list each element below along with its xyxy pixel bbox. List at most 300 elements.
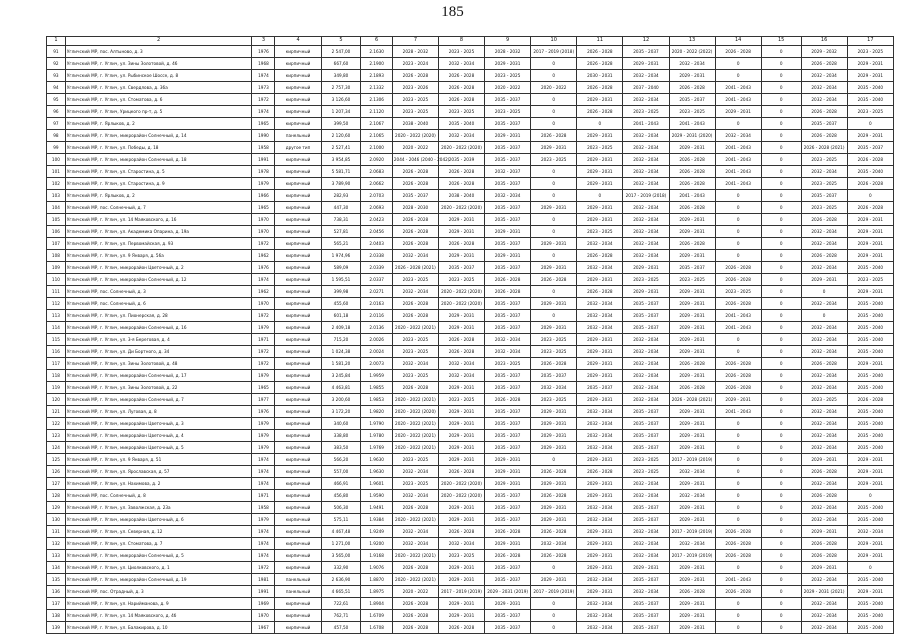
table-cell: 2026 - 2028	[438, 82, 484, 94]
table-cell: 1991	[252, 154, 275, 166]
table-cell: 2023 - 2025	[669, 106, 715, 118]
table-cell: 2.0683	[361, 166, 392, 178]
table-cell: 103	[47, 190, 66, 202]
table-cell: 1970	[252, 298, 275, 310]
table-cell: 1.9855	[361, 382, 392, 394]
table-cell: 2029 - 2031	[438, 406, 484, 418]
address-cell: Угличский МР, г. Углич, ул. Победы, д. 18	[65, 142, 252, 154]
table-cell: 0	[761, 538, 801, 550]
table-row	[47, 466, 894, 478]
table-cell: 109	[47, 262, 66, 274]
table-cell: 2020 - 2022 (2022)	[669, 46, 715, 58]
table-cell: 139	[47, 622, 66, 634]
table-cell: 2035 - 2040	[847, 262, 893, 274]
table-cell: 2023 - 2025	[392, 346, 438, 358]
table-cell: 4 665,51	[321, 586, 361, 598]
table-cell: 2026 - 2028	[438, 70, 484, 82]
table-cell: 2035 - 2037	[485, 118, 531, 130]
table-cell: 0	[531, 286, 577, 298]
table-cell: кирпичный	[275, 358, 321, 370]
table-cell: кирпичный	[275, 202, 321, 214]
table-cell: 104	[47, 202, 66, 214]
table-cell: 2029 - 2031	[669, 406, 715, 418]
column-number: 3	[252, 37, 275, 46]
table-cell: 2035 - 2037	[485, 178, 531, 190]
table-cell: 0	[715, 70, 761, 82]
table-cell: 2023 - 2025	[623, 454, 669, 466]
table-cell: 2029 - 2031	[485, 538, 531, 550]
table-cell: 2026 - 2028	[577, 82, 623, 94]
table-cell: 0	[761, 118, 801, 130]
table-cell: 2032 - 2034	[485, 190, 531, 202]
table-cell: 2029 - 2031	[485, 466, 531, 478]
address-cell: Угличский МР, г. Углич, микрорайон Цветочный, д. 4	[65, 430, 252, 442]
column-number: 13	[669, 37, 715, 46]
table-cell: кирпичный	[275, 334, 321, 346]
table-cell: 2032 - 2034	[847, 526, 893, 538]
column-number: 4	[275, 37, 321, 46]
table-cell: 2032 - 2034	[392, 250, 438, 262]
table-cell: 2029 - 2031	[485, 250, 531, 262]
table-cell: 2026 - 2028	[438, 466, 484, 478]
table-cell: 2029 - 2031	[577, 178, 623, 190]
table-cell: 2032 - 2034	[623, 142, 669, 154]
table-cell: кирпичный	[275, 406, 321, 418]
table-cell: 2026 - 2028	[669, 238, 715, 250]
table-cell: 2032 - 2034	[801, 430, 847, 442]
table-cell: 589,09	[321, 262, 361, 274]
table-cell: 2035 - 2037	[623, 310, 669, 322]
table-cell: 2.0338	[361, 250, 392, 262]
table-cell: 2035 - 2040	[847, 298, 893, 310]
table-cell: 1.8904	[361, 598, 392, 610]
table-cell: 1965	[252, 118, 275, 130]
table-cell: 2020 - 2022 (2020)	[438, 142, 484, 154]
table-cell: 2.0693	[361, 202, 392, 214]
table-cell: 2032 - 2034	[392, 466, 438, 478]
table-cell: 0	[715, 610, 761, 622]
table-cell: 2032 - 2034	[623, 346, 669, 358]
table-cell: 0	[715, 490, 761, 502]
table-cell: 2023 - 2025	[531, 346, 577, 358]
address-cell: Угличский МР, г. Углич, ул. Северная, д. 12	[65, 526, 252, 538]
table-cell: 2026 - 2028	[438, 94, 484, 106]
table-cell: 2032 - 2034	[577, 502, 623, 514]
table-cell: 2032 - 2034	[623, 526, 669, 538]
table-cell: 2029 - 2031	[577, 586, 623, 598]
table-cell: 2026 - 2028	[392, 502, 438, 514]
table-cell: 2.0403	[361, 238, 392, 250]
table-cell: 2026 - 2028	[801, 550, 847, 562]
table-cell: 2041 - 2043	[715, 82, 761, 94]
table-cell: 127	[47, 478, 66, 490]
table-cell: 5 581,71	[321, 166, 361, 178]
table-cell: 0	[531, 190, 577, 202]
table-cell: кирпичный	[275, 118, 321, 130]
table-cell: 1.9780	[361, 430, 392, 442]
table-cell: 2026 - 2028	[485, 274, 531, 286]
table-cell: 2035 - 2040	[847, 322, 893, 334]
address-cell: Угличский МР, г. Углич, ул. Рыбинское Шоссе, д. 8	[65, 70, 252, 82]
table-cell: 0	[761, 442, 801, 454]
table-cell: 2026 - 2028	[847, 154, 893, 166]
table-cell: 2029 - 2031	[669, 478, 715, 490]
table-row	[47, 130, 894, 142]
table-cell: 107	[47, 238, 66, 250]
table-cell: 2035 - 2037	[669, 94, 715, 106]
table-cell: кирпичный	[275, 370, 321, 382]
table-cell: 0	[715, 466, 761, 478]
table-cell: 2026 - 2028	[438, 238, 484, 250]
table-cell: 0	[715, 190, 761, 202]
table-cell: 2023 - 2025	[847, 274, 893, 286]
table-cell: 2026 - 2028	[669, 82, 715, 94]
table-cell: панельный	[275, 574, 321, 586]
table-cell: 2029 - 2031	[485, 454, 531, 466]
table-cell: 338,80	[321, 430, 361, 442]
table-cell: 2032 - 2034	[669, 490, 715, 502]
table-cell: 0	[801, 310, 847, 322]
table-cell: 2026 - 2028	[669, 202, 715, 214]
table-cell: 2035 - 2037	[485, 370, 531, 382]
table-cell: 2032 - 2034	[801, 370, 847, 382]
table-cell: 1974	[252, 478, 275, 490]
table-cell: 0	[761, 514, 801, 526]
column-number: 7	[392, 37, 438, 46]
table-row	[47, 562, 894, 574]
table-cell: кирпичный	[275, 454, 321, 466]
table-cell: 2023 - 2026	[392, 82, 438, 94]
table-cell: кирпичный	[275, 70, 321, 82]
table-cell: 1 207,34	[321, 106, 361, 118]
table-cell: 1979	[252, 178, 275, 190]
table-cell: 0	[715, 202, 761, 214]
table-cell: 2026 - 2028	[715, 298, 761, 310]
table-cell: 1965	[252, 382, 275, 394]
table-cell: 2026 - 2028	[392, 298, 438, 310]
table-cell: 1991	[252, 586, 275, 598]
table-cell: 1966	[252, 190, 275, 202]
table-cell: 122	[47, 418, 66, 430]
table-cell: 2020 - 2022 (2021)	[392, 418, 438, 430]
table-cell: 2.0024	[361, 346, 392, 358]
table-cell: 0	[531, 118, 577, 130]
table-cell: 2032 - 2034	[623, 238, 669, 250]
table-cell: 2026 - 2028	[801, 106, 847, 118]
table-cell: 2032 - 2034	[669, 58, 715, 70]
table-cell: 3 126,60	[321, 94, 361, 106]
table-cell: кирпичный	[275, 562, 321, 574]
table-row	[47, 298, 894, 310]
table-cell: 2026 - 2028	[715, 46, 761, 58]
table-cell: 2029 - 2031	[531, 502, 577, 514]
table-cell: 1 595,51	[321, 274, 361, 286]
address-cell: Угличский МР, г. Углич, микрорайон Цветочный, д. 5	[65, 442, 252, 454]
table-cell: 2026 - 2028	[801, 358, 847, 370]
table-cell: 2023 - 2025	[623, 106, 669, 118]
table-cell: 97	[47, 118, 66, 130]
table-cell: 1965	[252, 202, 275, 214]
table-cell: кирпичный	[275, 262, 321, 274]
table-cell: 2029 - 2031	[531, 262, 577, 274]
table-cell: 2032 - 2034	[392, 526, 438, 538]
schedule-table	[46, 36, 894, 634]
address-cell: Угличский МР, г. Ярлыков, д. 2	[65, 118, 252, 130]
table-cell: 2026 - 2028 (2021)	[669, 394, 715, 406]
table-cell: 2.0703	[361, 190, 392, 202]
table-cell: 2029 - 2031	[485, 130, 531, 142]
table-cell: 2029 - 2031	[715, 394, 761, 406]
table-cell: 2029 - 2031	[801, 562, 847, 574]
table-cell: 2035 - 2040	[847, 442, 893, 454]
table-cell: 2026 - 2028	[531, 274, 577, 286]
table-cell: кирпичный	[275, 550, 321, 562]
table-cell: 1 581,20	[321, 358, 361, 370]
table-row	[47, 190, 894, 202]
table-cell: 92	[47, 58, 66, 70]
table-cell: 2023 - 2025	[392, 478, 438, 490]
table-cell: 106	[47, 226, 66, 238]
column-number: 2	[65, 37, 252, 46]
table-cell: кирпичный	[275, 94, 321, 106]
table-cell: 2023 - 2025	[801, 154, 847, 166]
table-cell: 0	[761, 454, 801, 466]
table-cell: 95	[47, 94, 66, 106]
table-cell: 2029 - 2031	[485, 478, 531, 490]
table-cell: кирпичный	[275, 418, 321, 430]
column-number: 8	[438, 37, 484, 46]
table-cell: 2020 - 2022 (2021)	[392, 430, 438, 442]
page-number: 185	[441, 4, 464, 20]
table-cell: 2035 - 2037	[623, 430, 669, 442]
table-cell: 102	[47, 178, 66, 190]
table-cell: 2029 - 2031	[669, 322, 715, 334]
table-cell: 2032 - 2034	[623, 154, 669, 166]
table-cell: 2032 - 2034	[623, 226, 669, 238]
table-cell: 2026 - 2028	[531, 358, 577, 370]
table-row	[47, 142, 894, 154]
table-cell: 2029 - 2031	[669, 562, 715, 574]
table-cell: 2041 - 2043	[715, 574, 761, 586]
table-cell: 2029 - 2031	[669, 310, 715, 322]
table-cell: 2029 - 2031 (2021)	[801, 586, 847, 598]
table-cell: 2035 - 2040	[847, 430, 893, 442]
table-cell: 2020 - 2022	[531, 82, 577, 94]
table-cell: 2035 - 2040	[847, 502, 893, 514]
table-cell: 2017 - 2019 (2019)	[669, 526, 715, 538]
table-row	[47, 502, 894, 514]
table-cell: 2035 - 2037	[623, 442, 669, 454]
table-row	[47, 46, 894, 58]
table-cell: 2035 - 2039	[438, 154, 484, 166]
table-cell: 2035 - 2040	[847, 82, 893, 94]
table-cell: 2029 - 2031	[531, 478, 577, 490]
table-cell: 2032 - 2034	[485, 334, 531, 346]
table-cell: кирпичный	[275, 274, 321, 286]
table-row	[47, 106, 894, 118]
table-cell: 2032 - 2034	[715, 130, 761, 142]
table-cell: 2028 - 2032	[485, 46, 531, 58]
table-cell: 506,30	[321, 502, 361, 514]
table-cell: 2032 - 2034	[623, 214, 669, 226]
address-cell: Угличский МР, г. Углич, микрорайон Цветочный, д. 6	[65, 514, 252, 526]
table-cell: 2023 - 2025	[392, 274, 438, 286]
table-cell: 1981	[252, 574, 275, 586]
address-cell: Угличский МР, г. Углич, ул. 9 Января, д. 56а	[65, 250, 252, 262]
table-cell: 2032 - 2034	[577, 406, 623, 418]
table-cell: 2023 - 2025	[801, 178, 847, 190]
table-cell: 2029 - 2031	[438, 514, 484, 526]
table-cell: 0	[847, 490, 893, 502]
table-cell: 2026 - 2028	[438, 334, 484, 346]
table-cell: 2026 - 2028	[392, 382, 438, 394]
table-cell: 2032 - 2034	[669, 538, 715, 550]
table-cell: 1958	[252, 502, 275, 514]
table-cell: 0	[531, 622, 577, 634]
address-cell: Угличский МР, г. Углич, микрорайон Солнечный, д. 18	[65, 154, 252, 166]
table-cell: 2035 - 2040	[847, 418, 893, 430]
table-cell: 2032 - 2034	[623, 382, 669, 394]
address-cell: Угличский МР, г. Углич, Урицкого пр-т, д. 5	[65, 106, 252, 118]
table-row	[47, 358, 894, 370]
table-cell: 94	[47, 82, 66, 94]
table-cell: 2041 - 2043	[715, 142, 761, 154]
table-cell: 2026 - 2028	[715, 550, 761, 562]
table-cell: 0	[761, 142, 801, 154]
table-body	[47, 46, 894, 634]
table-cell: 1.9820	[361, 406, 392, 418]
table-cell: 2032 - 2034	[392, 286, 438, 298]
table-cell: 2029 - 2031	[438, 430, 484, 442]
table-cell: 2023 - 2025	[669, 274, 715, 286]
table-cell: 2029 - 2031	[669, 346, 715, 358]
table-cell: 2.1067	[361, 118, 392, 130]
address-cell: Угличский МР, пос. Солнечный, д. 8	[65, 490, 252, 502]
table-cell: 1972	[252, 346, 275, 358]
table-cell: 2029 - 2031	[577, 274, 623, 286]
table-cell: 2029 - 2031	[847, 538, 893, 550]
table-cell: 2017 - 2019 (2018)	[623, 190, 669, 202]
table-cell: 112	[47, 298, 66, 310]
table-row	[47, 478, 894, 490]
table-cell: 2023 - 2025	[623, 466, 669, 478]
table-cell: 0	[715, 430, 761, 442]
table-cell: 0	[761, 82, 801, 94]
table-cell: 2035 - 2037	[623, 406, 669, 418]
table-cell: 0	[761, 370, 801, 382]
table-row	[47, 250, 894, 262]
address-cell: Угличский МР, г. Углич, ул. Ди Бортного, д. 34	[65, 346, 252, 358]
table-cell: 2035 - 2037	[485, 382, 531, 394]
table-cell: 1.8870	[361, 574, 392, 586]
table-cell: 110	[47, 274, 66, 286]
table-cell: 2032 - 2034	[438, 58, 484, 70]
table-cell: 1970	[252, 214, 275, 226]
table-cell: 2038 - 2040	[438, 190, 484, 202]
table-cell: 455,60	[321, 298, 361, 310]
table-cell: 2029 - 2031	[577, 478, 623, 490]
table-cell: кирпичный	[275, 346, 321, 358]
table-cell: 0	[761, 274, 801, 286]
address-cell: Угличский МР, г. Углич, ул. Зины Золотовой, д. 48	[65, 358, 252, 370]
table-cell: 2026 - 2028	[485, 286, 531, 298]
table-cell: 2032 - 2034	[801, 502, 847, 514]
table-cell: 2029 - 2031	[669, 622, 715, 634]
table-cell: 2020 - 2022 (2021)	[392, 394, 438, 406]
table-cell: 0	[531, 310, 577, 322]
table-cell: 1.6708	[361, 622, 392, 634]
table-cell: 1974	[252, 550, 275, 562]
table-cell: 2029 - 2031	[485, 598, 531, 610]
table-cell: 2029 - 2031	[847, 250, 893, 262]
table-cell: 340,60	[321, 418, 361, 430]
table-cell: 0	[531, 610, 577, 622]
address-cell: Угличский МР, г. Углич, микрорайон Солнечный, д. 7	[65, 394, 252, 406]
table-cell: 1978	[252, 166, 275, 178]
table-cell: 0	[531, 454, 577, 466]
table-cell: кирпичный	[275, 502, 321, 514]
table-cell: 2029 - 2031	[669, 574, 715, 586]
table-cell: 2029 - 2031	[669, 430, 715, 442]
table-cell: 2026 - 2028	[438, 166, 484, 178]
table-cell: 0	[847, 190, 893, 202]
table-cell: 2026 - 2028	[715, 370, 761, 382]
table-row	[47, 310, 894, 322]
table-cell: 0	[761, 598, 801, 610]
table-cell: 2032 - 2034	[577, 598, 623, 610]
table-cell: 1974	[252, 538, 275, 550]
table-row	[47, 550, 894, 562]
table-cell: 2035 - 2037	[801, 118, 847, 130]
table-cell: 2032 - 2034	[801, 166, 847, 178]
table-cell: 2035 - 2037	[485, 442, 531, 454]
table-cell: 2 757,30	[321, 82, 361, 94]
table-row	[47, 538, 894, 550]
table-cell: 2035 - 2040	[847, 334, 893, 346]
address-cell: Угличский МР, г. Углич, ул. Свердлова, д. 36а	[65, 82, 252, 94]
table-cell: 2029 - 2031	[438, 610, 484, 622]
table-cell: 0	[715, 502, 761, 514]
table-cell: 96	[47, 106, 66, 118]
table-cell: 4 467,48	[321, 526, 361, 538]
table-cell: 2029 - 2031	[847, 130, 893, 142]
table-cell: 2032 - 2034	[669, 466, 715, 478]
table-cell: 134	[47, 562, 66, 574]
table-cell: 2032 - 2034	[438, 358, 484, 370]
table-cell: 2032 - 2034	[801, 322, 847, 334]
table-cell: 0	[761, 622, 801, 634]
table-cell: 2029 - 2031	[847, 586, 893, 598]
table-cell: 2.1332	[361, 82, 392, 94]
table-cell: 2023 - 2025	[485, 106, 531, 118]
table-cell: кирпичный	[275, 166, 321, 178]
table-cell: 93	[47, 70, 66, 82]
table-cell: 2026 - 2028	[577, 286, 623, 298]
table-cell: кирпичный	[275, 442, 321, 454]
table-cell: 1974	[252, 106, 275, 118]
table-cell: 0	[715, 250, 761, 262]
table-cell: 2020 - 2022 (2021)	[392, 550, 438, 562]
table-cell: 2029 - 2031	[669, 418, 715, 430]
table-cell: 2023 - 2025	[485, 358, 531, 370]
table-cell: 0	[715, 334, 761, 346]
table-cell: 2035 - 2037	[623, 46, 669, 58]
table-cell: 1.9249	[361, 526, 392, 538]
table-cell: 0	[761, 250, 801, 262]
table-cell: 2035 - 2037	[485, 406, 531, 418]
table-row	[47, 58, 894, 70]
table-cell: 2035 - 2037	[531, 370, 577, 382]
